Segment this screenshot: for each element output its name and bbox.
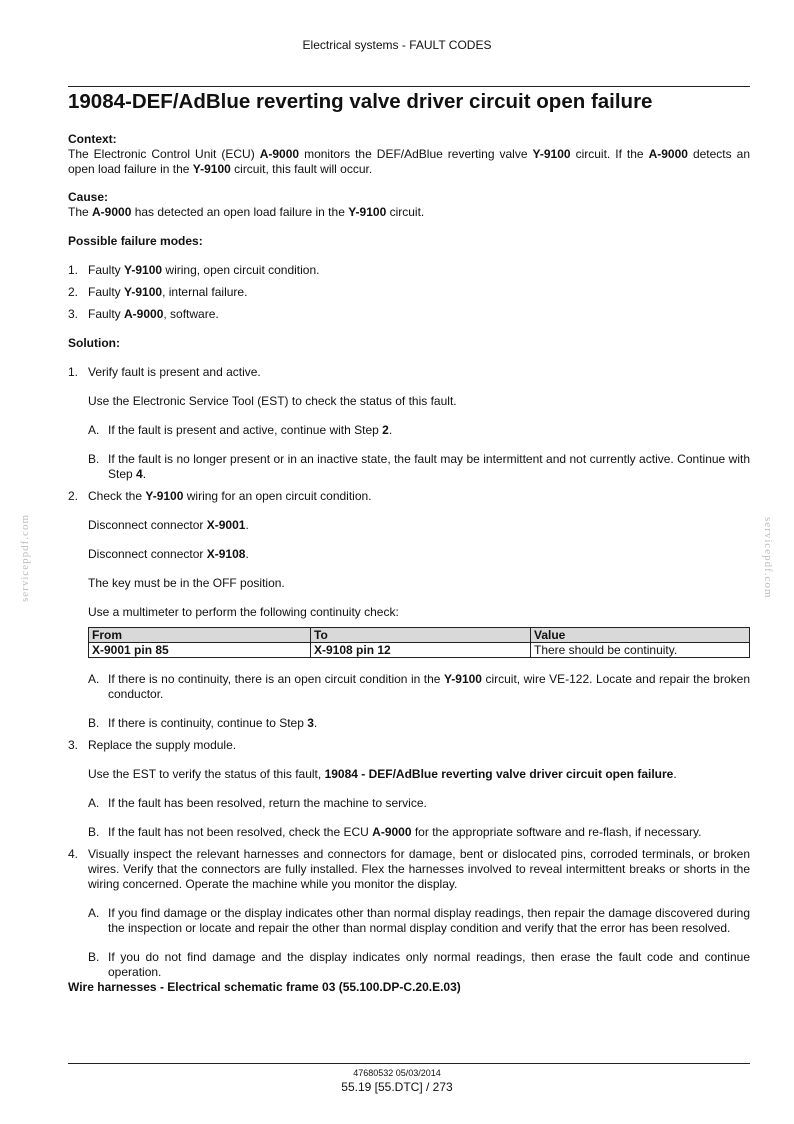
step-2-option-b: B. If there is continuity, continue to Step 3. — [88, 716, 318, 730]
step-1-option-a: A. If the fault is present and active, continue with Step 2. — [88, 423, 393, 437]
bold-reference: Y-9100 — [532, 147, 571, 161]
table-row — [89, 643, 750, 658]
failure-modes-list — [68, 263, 750, 322]
watermark-right: servicepdf.com — [762, 517, 774, 599]
table-cell: X-9108 pin 12 — [311, 643, 531, 658]
bold-reference: A-9000 — [92, 205, 132, 219]
header-rule — [68, 86, 750, 87]
failure-modes-heading: Possible failure modes: — [68, 234, 203, 248]
bold-reference: A-9000 — [259, 147, 300, 161]
step-2-option-a: A. If there is no continuity, there is an open circuit condition in the Y-9100 circuit, wire VE-122. Locate and repair the broken conductor. — [88, 672, 750, 701]
bold-reference: 4 — [136, 467, 143, 481]
table-cell: X-9001 pin 85 — [89, 643, 311, 658]
step-2-instruction: Use a multimeter to perform the following continuity check: — [88, 605, 399, 619]
step-3-instruction: Use the EST to verify the status of this fault, 19084 - DEF/AdBlue reverting valve driver circuit open failure. — [88, 767, 677, 781]
step-1-option-b: B. If the fault is no longer present or in an inactive state, the fault may be intermittent and not currently active. Continue with Step 4. — [88, 452, 750, 481]
bold-reference: 19084 - DEF/AdBlue reverting valve driver circuit open failure — [324, 767, 674, 781]
failure-mode-item: 1. Faulty Y-9100 wiring, open circuit condition. — [68, 263, 320, 277]
bold-reference: Y-9100 — [124, 263, 163, 277]
page-title: 19084-DEF/AdBlue reverting valve driver circuit open failure — [68, 90, 653, 113]
bold-reference: A-9000 — [648, 147, 688, 161]
bold-reference: A-9000 — [372, 825, 412, 839]
solution-step-4: 4. Visually inspect the relevant harnesses and connectors for damage, bent or dislocated pins, corroded terminals, or broken wires. Verify that the connectors are fully installed. Flex the harnesses involved to reveal intermittent breaks or shorts in the wiring concerned. Operate the machine while you monitor the display. — [68, 847, 750, 891]
step-4-option-a: A. If you find damage or the display indicates other than normal display readings, then repair the damage discovered during the inspection or locate and repair the other than normal display condition and verify that the error has been resolved. — [88, 906, 750, 935]
continuity-table — [88, 627, 750, 658]
solution-step-2: 2. Check the Y-9100 wiring for an open circuit condition. — [68, 489, 372, 503]
bold-reference: Y-9100 — [192, 162, 231, 176]
table-header-cell: To — [311, 628, 531, 643]
footer-rule — [68, 1063, 750, 1064]
schematic-reference: Wire harnesses - Electrical schematic frame 03 (55.100.DP-C.20.E.03) — [68, 980, 461, 994]
bold-reference: Y-9100 — [443, 672, 482, 686]
bold-reference: Y-9100 — [145, 489, 184, 503]
table-cell: There should be continuity. — [531, 643, 750, 658]
bold-reference: Y-9100 — [348, 205, 387, 219]
step-2-instruction: The key must be in the OFF position. — [88, 576, 285, 590]
fault-content — [68, 132, 750, 995]
step-3-option-b: B. If the fault has not been resolved, check the ECU A-9000 for the appropriate software and re-flash, if necessary. — [88, 825, 702, 839]
table-header-cell: Value — [531, 628, 750, 643]
bold-reference: 2 — [382, 423, 389, 437]
bold-reference: Y-9100 — [124, 285, 163, 299]
failure-mode-item: 2. Faulty Y-9100, internal failure. — [68, 285, 248, 299]
cause-heading: Cause: — [68, 190, 109, 204]
solution-heading: Solution: — [68, 336, 120, 350]
bold-reference: 3 — [307, 716, 314, 730]
context-text: The Electronic Control Unit (ECU) A-9000 monitors the DEF/AdBlue reverting valve Y-9100 circuit. If the A-9000 detects an open load failure in the Y-9100 circuit, this fault will occur. — [68, 147, 750, 176]
solution-step-3: 3. Replace the supply module. — [68, 738, 237, 752]
document-id: 47680532 05/03/2014 — [353, 1068, 441, 1078]
context-heading: Context: — [68, 132, 117, 146]
table-header-cell: From — [89, 628, 311, 643]
bold-reference: X-9108 — [206, 547, 246, 561]
cause-text: The A-9000 has detected an open load failure in the Y-9100 circuit. — [68, 205, 425, 219]
step-2-instruction: Disconnect connector X-9001. — [88, 518, 249, 532]
bold-reference: X-9001 — [206, 518, 246, 532]
step-3-option-a: A. If the fault has been resolved, return the machine to service. — [88, 796, 427, 810]
bold-reference: A-9000 — [124, 307, 164, 321]
failure-mode-item: 3. Faulty A-9000, software. — [68, 307, 219, 321]
step-2-instruction: Disconnect connector X-9108. — [88, 547, 249, 561]
watermark-left: serviceppdf.com — [19, 514, 31, 602]
step-4-option-b: B. If you do not find damage and the display indicates only normal readings, then erase the fault code and continue operation. — [88, 950, 750, 979]
table-header-row — [89, 628, 750, 643]
solution-step-1: 1. Verify fault is present and active. — [68, 365, 261, 379]
page-number: 55.19 [55.DTC] / 273 — [341, 1080, 453, 1094]
step-1-instruction: Use the Electronic Service Tool (EST) to check the status of this fault. — [88, 394, 457, 408]
running-header: Electrical systems - FAULT CODES — [302, 38, 492, 52]
